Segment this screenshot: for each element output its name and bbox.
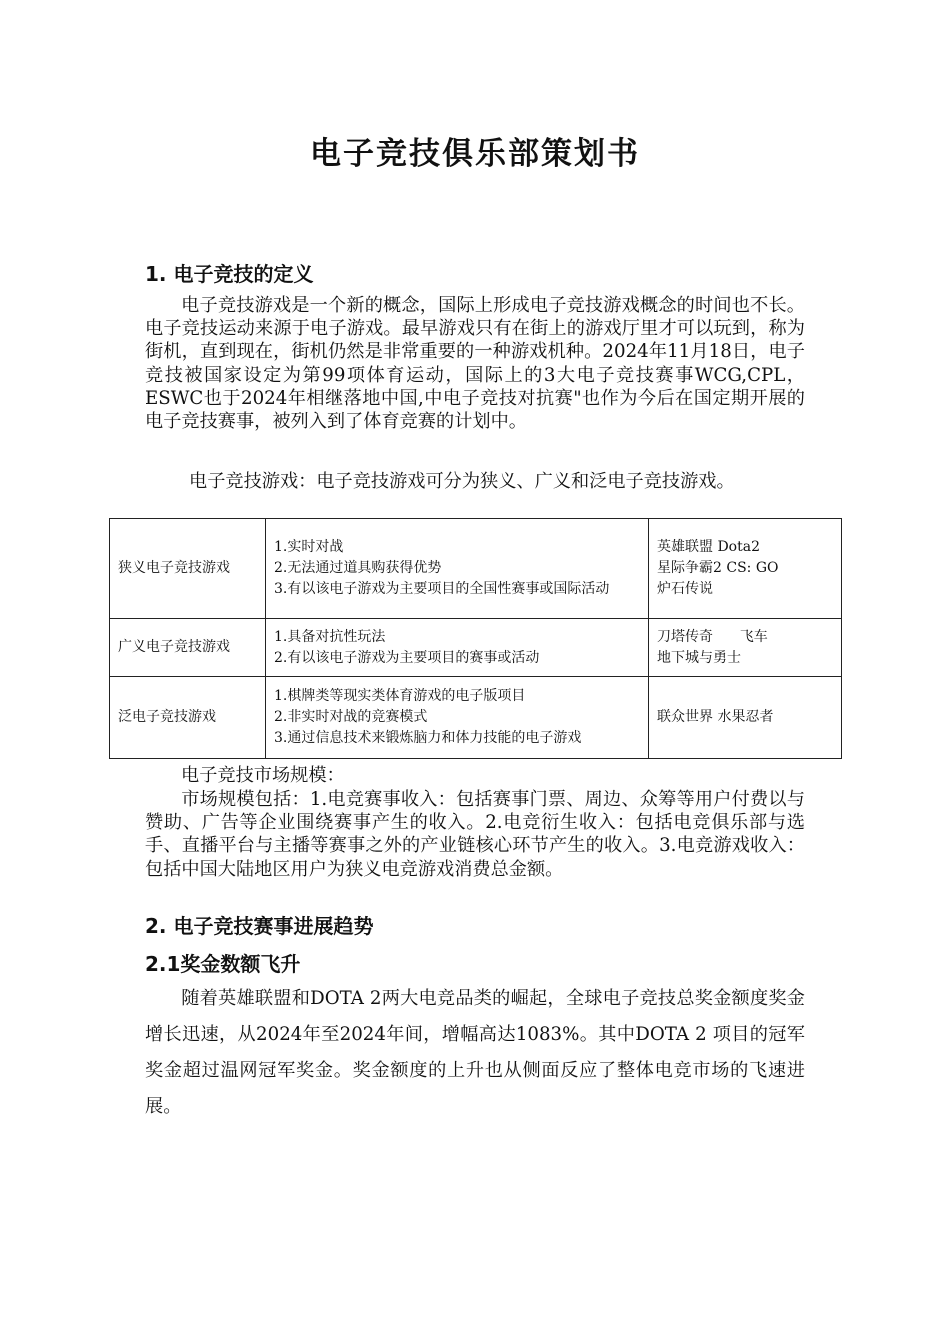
feature-item: 2.有以该电子游戏为主要项目的赛事或活动 bbox=[274, 649, 540, 666]
table-cell-category: 狭义电子竞技游戏 bbox=[110, 519, 266, 619]
game-types-text: 电子竞技游戏：电子竞技游戏可分为狭义、广义和泛电子竞技游戏。 bbox=[189, 471, 735, 492]
table-cell-examples bbox=[649, 519, 842, 619]
table-cell-features bbox=[266, 619, 649, 677]
market-paragraph bbox=[145, 788, 805, 881]
section1-paragraph-text: 电子竞技游戏是一个新的概念，国际上形成电子竞技游戏概念的时间也不长。电子竞技运动来源于电子游戏。最早游戏只有在街上的游戏厅里才可以玩到，称为街机，直到现在，街机仍然是非常重要的一种游戏机种。2024年11月18日，电子竞技被国家设定为第99项体育运动，国际上的3大电子竞技赛事WCG,CPL，ESWC也于2024年相继落地中国,中电子竞技对抗赛"也作为今后在国定期开展的电子竞技赛事，被列入到了体育竞赛的计划中。 bbox=[145, 295, 805, 433]
table-cell-features bbox=[266, 677, 649, 759]
document-title: 电子竞技俱乐部策划书 bbox=[310, 136, 640, 172]
section1-heading: 1. 电子竞技的定义 bbox=[145, 262, 314, 286]
example-item: 联众世界 水果忍者 bbox=[657, 709, 774, 725]
game-types-paragraph bbox=[145, 470, 805, 493]
feature-item: 1.实时对战 bbox=[274, 539, 344, 555]
market-label bbox=[145, 764, 805, 787]
example-item: 地下城与勇士 bbox=[657, 649, 741, 666]
feature-item: 2.无法通过道具购获得优势 bbox=[274, 560, 442, 576]
feature-item: 1.具备对抗性玩法 bbox=[274, 628, 386, 645]
example-item: 炉石传说 bbox=[657, 581, 713, 597]
table-row bbox=[110, 619, 842, 677]
section2-paragraph-text: 随着英雄联盟和DOTA 2两大电竞品类的崛起，全球电子竞技总奖金额度奖金增长迅速，从2024年至2024年间，增幅高达1083%。其中DOTA 2 项目的冠军奖金超过温网冠军奖金。奖金额度的上升也从侧面反应了整体电竞市场的飞速进展。 bbox=[145, 988, 805, 1117]
table-cell-examples bbox=[649, 619, 842, 677]
game-types-table bbox=[109, 518, 842, 759]
table-cell-features bbox=[266, 519, 649, 619]
table-row bbox=[110, 677, 842, 759]
table-row bbox=[110, 519, 842, 619]
section2-paragraph bbox=[145, 981, 805, 1125]
example-item: 刀塔传奇 飞车 bbox=[657, 628, 768, 645]
market-paragraph-text: 市场规模包括：1.电竞赛事收入：包括赛事门票、周边、众筹等用户付费以与赞助、广告等企业围绕赛事产生的收入。2.电竞衍生收入：包括电竞俱乐部与选手、直播平台与主播等赛事之外的产业链核心环节产生的收入。3.电竞游戏收入：包括中国大陆地区用户为狭义电竞游戏消费总金额。 bbox=[145, 789, 805, 880]
section2-heading: 2. 电子竞技赛事进展趋势 bbox=[145, 914, 374, 938]
feature-item: 2.非实时对战的竞赛模式 bbox=[274, 709, 428, 725]
section2-subheading: 2.1奖金数额飞升 bbox=[145, 952, 301, 976]
feature-item: 3.有以该电子游戏为主要项目的全国性赛事或国际活动 bbox=[274, 581, 610, 597]
example-item: 英雄联盟 Dota2 bbox=[657, 539, 760, 555]
example-item: 星际争霸2 CS: GO bbox=[657, 560, 779, 576]
table-cell-category: 广义电子竞技游戏 bbox=[110, 619, 266, 677]
feature-item: 1.棋牌类等现实类体育游戏的电子版项目 bbox=[274, 688, 526, 704]
table-cell-examples bbox=[649, 677, 842, 759]
table-cell-category: 泛电子竞技游戏 bbox=[110, 677, 266, 759]
feature-item: 3.通过信息技术来锻炼脑力和体力技能的电子游戏 bbox=[274, 730, 582, 746]
section1-paragraph bbox=[145, 294, 805, 433]
market-label-text: 电子竞技市场规模： bbox=[181, 765, 345, 786]
